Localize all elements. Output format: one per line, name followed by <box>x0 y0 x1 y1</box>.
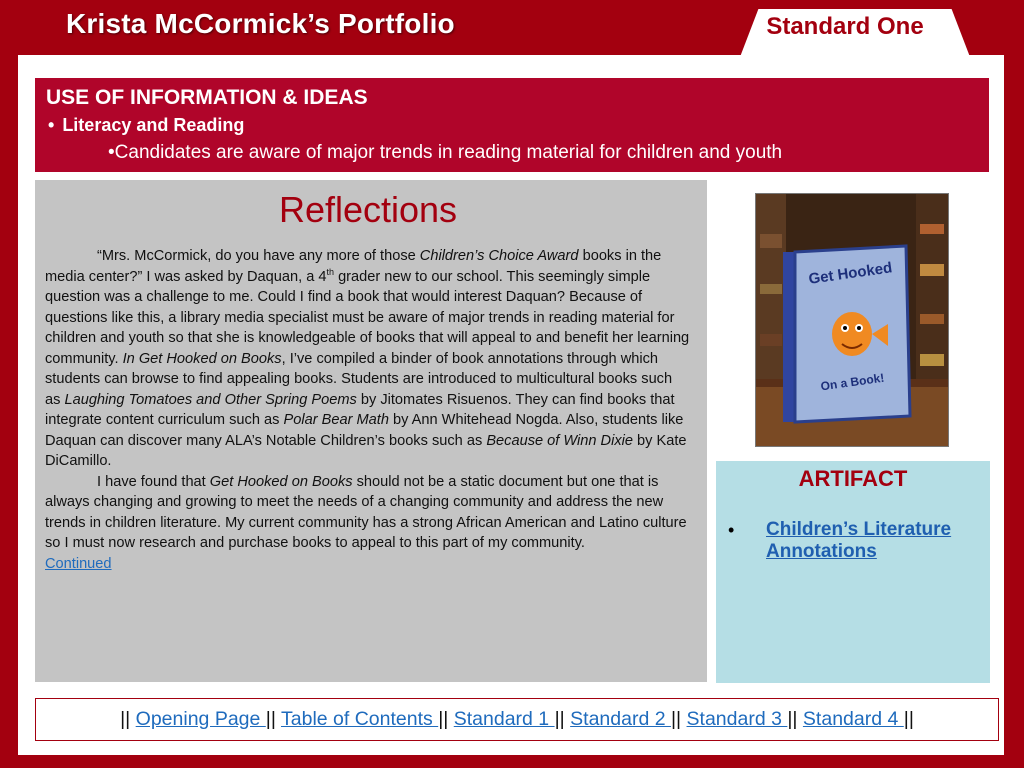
portfolio-title: Krista McCormick’s Portfolio <box>66 8 455 39</box>
artifact-photo <box>755 193 949 447</box>
reflections-panel <box>35 180 707 682</box>
standard-heading: USE OF INFORMATION & IDEAS <box>46 86 368 109</box>
svg-text:Get Hooked: Get Hooked <box>807 259 894 288</box>
text-run: by Kate DiCamillo. <box>45 432 687 469</box>
standard-tab-label: Standard One <box>766 13 924 40</box>
bullet-dot: • <box>728 520 735 540</box>
childrens-literature-annotations-link[interactable]: Children’s Literature Annotations <box>766 519 952 562</box>
nav-link-standard-3[interactable]: Standard 3 <box>686 708 788 730</box>
reflection-paragraph-2 <box>45 472 691 554</box>
nav-separator: || <box>903 708 914 730</box>
book-title: Because of Winn Dixie <box>486 432 633 449</box>
nav-separator: || <box>670 708 682 730</box>
standard-sub-bullet: •Candidates are aware of major trends in reading material for children and youth <box>108 142 783 163</box>
reflections-body <box>45 246 691 574</box>
binder-photo-image <box>756 194 948 446</box>
artifact-list-item <box>716 519 990 563</box>
book-title: Laughing Tomatoes and Other Spring Poems <box>64 391 357 408</box>
text-run: grader new to our school. This seemingly simple question was a challenge to me. Could I find a book that would interest Daquan? Because of questions like this, a library media specialist must be aware of major trends in reading material for children and youth so that she is knowledgeable of books that will appeal to and benefit her learning community. <box>45 268 690 367</box>
book-title: Polar Bear Math <box>283 412 389 428</box>
nav-link-standard-1[interactable]: Standard 1 <box>453 708 555 730</box>
nav-link-table-of-contents[interactable]: Table of Contents <box>281 708 439 730</box>
nav-separator: || <box>554 708 565 730</box>
text-run: books in the media center?” I was asked by Daquan, a 4 <box>45 248 662 285</box>
text-run: , I’ve compiled a binder of book annotations through which students can browse to find appealing books. Students are introduced to multicultural books such as <box>45 350 673 408</box>
continued-link[interactable]: Continued <box>45 555 112 572</box>
standard-bullet <box>46 112 978 139</box>
nav-link-standard-2[interactable]: Standard 2 <box>570 708 671 730</box>
text-run: by Jitomates Risuenos. They can find books that integrate content curriculum such as <box>45 391 675 428</box>
nav-separator: || <box>120 708 131 730</box>
svg-text:On a Book!: On a Book! <box>819 370 886 394</box>
nav-link-standard-4[interactable]: Standard 4 <box>802 708 904 730</box>
text-run: I have found that <box>97 473 210 490</box>
standard-description-box <box>35 78 989 172</box>
text-run: by Ann Whitehead Nogda. Also, students like Daquan can discover many ALA’s Notable Children’s books such as <box>45 412 684 449</box>
text-run: “Mrs. McCormick, do you have any more of those <box>97 248 420 264</box>
bullet-dot: • <box>48 115 55 135</box>
ordinal-suffix: th <box>326 266 335 277</box>
nav-separator: || <box>438 708 449 730</box>
text-run: should not be a static document but one that is always changing and growing to meet the needs of a changing community and address the new trends in children literature. My current community has a strong African American and Latino culture so I must now research and purchase books to appeal to this part of my community. <box>45 473 687 551</box>
book-title: Get Hooked on Books <box>209 473 353 490</box>
standard-bullet-text: Literacy and Reading <box>62 115 245 135</box>
nav-link-opening-page[interactable]: Opening Page <box>135 708 266 730</box>
reflection-paragraph-1 <box>45 246 691 472</box>
artifact-title: ARTIFACT <box>798 466 908 491</box>
reflections-title: Reflections <box>278 189 458 230</box>
bottom-navigation <box>35 698 999 741</box>
artifact-panel <box>716 461 990 683</box>
nav-separator: || <box>787 708 798 730</box>
nav-separator: || <box>265 708 276 730</box>
book-title: In Get Hooked on Books <box>122 350 282 367</box>
book-title: Children’s Choice Award <box>419 248 579 264</box>
